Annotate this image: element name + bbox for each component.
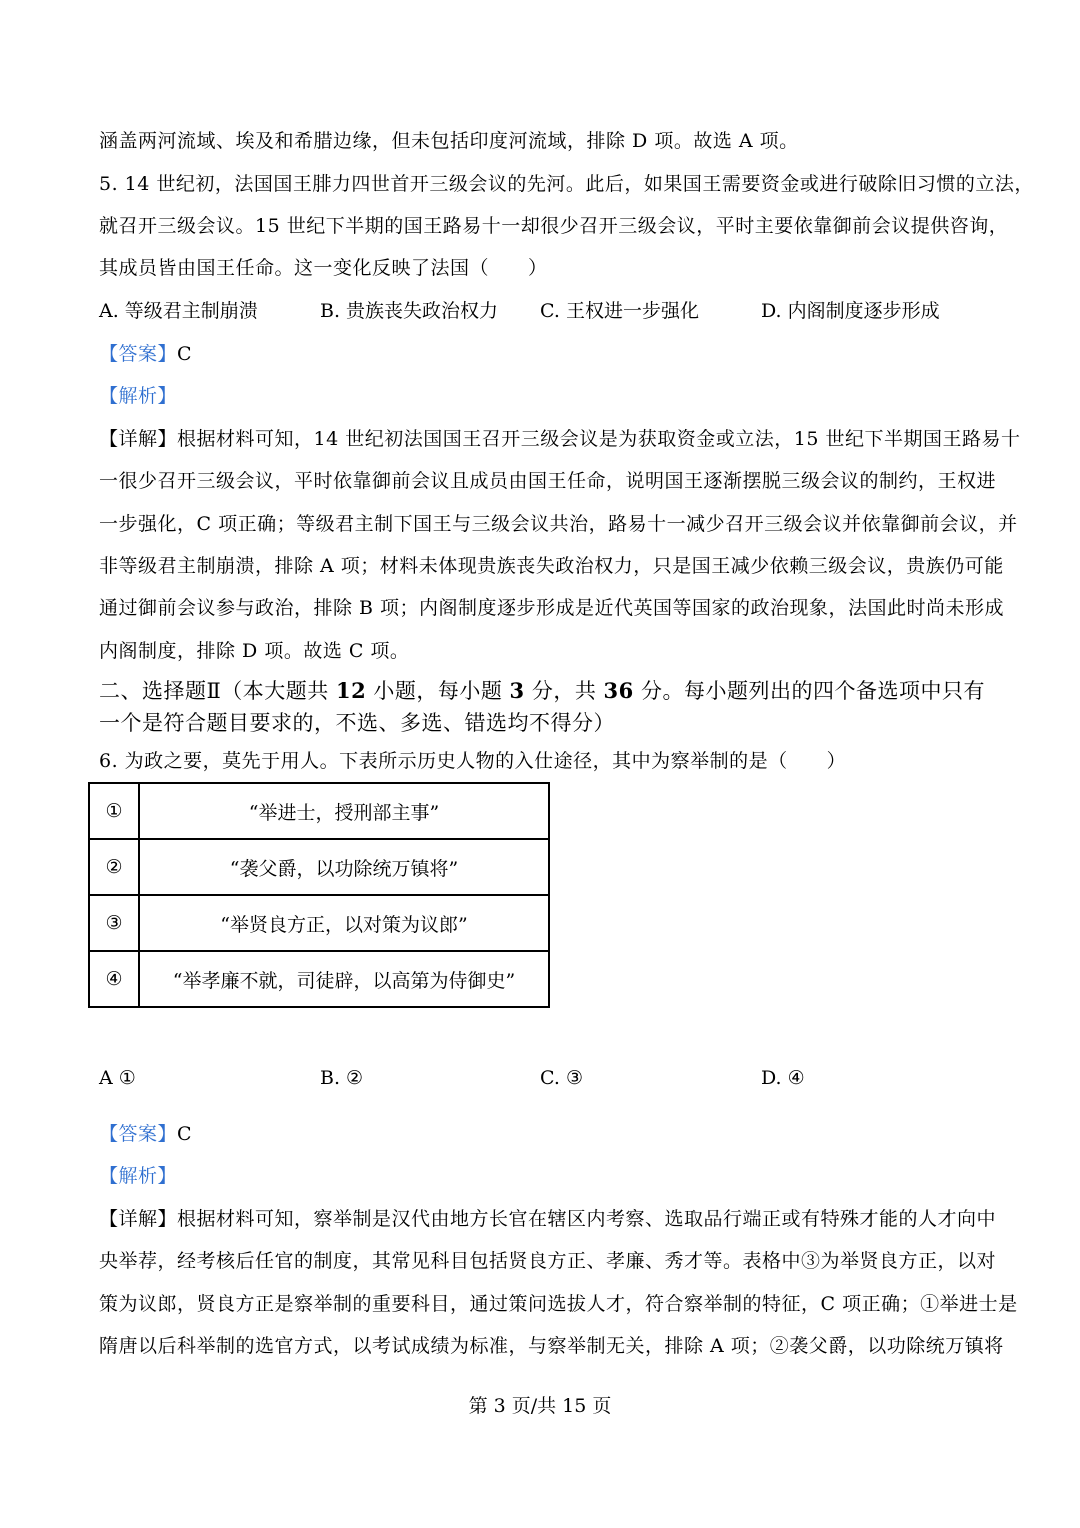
question-6-table <box>88 782 550 1008</box>
question-6-detail-line-4: 隋唐以后科举制的选官方式，以考试成绩为标准，与察举制无关，排除 A 项；②袭父爵，以功除统万镇将 <box>99 1335 1004 1357</box>
detail-tag: 【详解】 <box>99 1208 178 1230</box>
question-5-analysis-heading <box>99 382 989 410</box>
question-5-detail-line-6: 内阁制度，排除 D 项。故选 C 项。 <box>99 640 410 662</box>
table-cell-number: ② <box>89 839 139 895</box>
option-b: B. ② <box>320 1067 364 1089</box>
question-5-detail-line-1 <box>99 425 1021 453</box>
option-c: C. 王权进一步强化 <box>540 300 699 322</box>
analysis-tag: 【解析】 <box>99 1165 178 1187</box>
question-5-answer <box>99 340 989 368</box>
table-cell-number: ③ <box>89 895 139 951</box>
question-6-detail-line-1 <box>99 1205 997 1233</box>
text-line: 涵盖两河流域、埃及和希腊边缘，但未包括印度河流域，排除 D 项。故选 A 项。 <box>99 130 799 152</box>
answer-tag: 【答案】 <box>99 1123 178 1145</box>
section-2-title-line-2: 一个是符合题目要求的，不选、多选、错选均不得分） <box>99 711 615 735</box>
question-5-detail-line-2: 一很少召开三级会议，平时依靠御前会议且成员由国王任命，说明国王逐渐摆脱三级会议的制约，王权进 <box>99 470 997 492</box>
question-6-answer <box>99 1120 989 1148</box>
table-cell-text: “举孝廉不就，司徒辟，以高第为侍御史” <box>139 951 549 1007</box>
question-5-detail-line-3: 一步强化，C 项正确；等级君主制下国王与三级会议共治，路易十一减少召开三级会议并依靠御前会议，并 <box>99 513 1018 535</box>
question-6-detail-line-2: 央举荐，经考核后任官的制度，其常见科目包括贤良方正、孝廉、秀才等。表格中③为举贤良方正，以对 <box>99 1250 997 1272</box>
section-title-text: 分，共 <box>524 679 604 703</box>
question-5-detail-line-5: 通过御前会议参与政治，排除 B 项；内阁制度逐步形成是近代英国等国家的政治现象，法国此时尚未形成 <box>99 597 1005 619</box>
question-5-options <box>99 297 999 325</box>
points-per-question: 3 <box>509 678 525 703</box>
table-cell-text: “举贤良方正，以对策为议郎” <box>139 895 549 951</box>
analysis-tag: 【解析】 <box>99 385 178 407</box>
option-a: A ① <box>99 1067 136 1089</box>
page-number-footer: 第 3 页/共 15 页 <box>468 1395 612 1417</box>
answer-value: C <box>177 1123 193 1145</box>
table-row <box>89 783 549 839</box>
question-5-stem-line-1: 5. 14 世纪初，法国国王腓力四世首开三级会议的先河。此后，如果国王需要资金或进行破除旧习惯的立法， <box>99 173 1034 195</box>
answer-value: C <box>177 343 193 365</box>
section-title-text: 小题，每小题 <box>366 679 510 703</box>
table-row <box>89 895 549 951</box>
section-2-title-line-1 <box>99 675 999 707</box>
answer-tag: 【答案】 <box>99 343 178 365</box>
question-6-options <box>99 1064 999 1092</box>
table-row <box>89 839 549 895</box>
table-cell-number: ① <box>89 783 139 839</box>
option-d: D. 内阁制度逐步形成 <box>761 300 940 322</box>
question-6-stem: 6. 为政之要，莫先于用人。下表所示历史人物的入仕途径，其中为察举制的是（ ） <box>99 750 847 772</box>
question-5-detail-line-4: 非等级君主制崩溃，排除 A 项；材料未体现贵族丧失政治权力，只是国王减少依赖三级会议，贵族仍可能 <box>99 555 1004 577</box>
option-b: B. 贵族丧失政治权力 <box>320 300 499 322</box>
table-row <box>89 951 549 1007</box>
table-cell-text: “袭父爵，以功除统万镇将” <box>139 839 549 895</box>
question-5-stem-line-2: 就召开三级会议。15 世纪下半期的国王路易十一却很少召开三级会议，平时主要依靠御前会议提供咨询， <box>99 215 1009 237</box>
option-c: C. ③ <box>540 1067 583 1089</box>
question-5-stem-line-3: 其成员皆由国王任命。这一变化反映了法国（ ） <box>99 257 548 279</box>
option-a: A. 等级君主制崩溃 <box>99 300 258 322</box>
section-title-text: 分。每小题列出的四个备选项中只有 <box>633 679 985 703</box>
detail-text: 根据材料可知，察举制是汉代由地方长官在辖区内考察、选取品行端正或有特殊才能的人才向中 <box>177 1208 997 1230</box>
option-d: D. ④ <box>761 1067 805 1089</box>
table-cell-text: “举进士，授刑部主事” <box>139 783 549 839</box>
detail-tag: 【详解】 <box>99 428 178 450</box>
question-count: 12 <box>335 678 367 703</box>
question-6-analysis-heading <box>99 1162 989 1190</box>
table-cell-number: ④ <box>89 951 139 1007</box>
question-6-detail-line-3: 策为议郎，贤良方正是察举制的重要科目，通过策问选拔人才，符合察举制的特征，C 项正确；①举进士是 <box>99 1293 1018 1315</box>
section-title-text: 二、选择题Ⅱ（本大题共 <box>99 679 336 703</box>
total-points: 36 <box>603 678 634 703</box>
detail-text: 根据材料可知，14 世纪初法国国王召开三级会议是为获取资金或立法，15 世纪下半期国王路易十 <box>177 428 1021 450</box>
